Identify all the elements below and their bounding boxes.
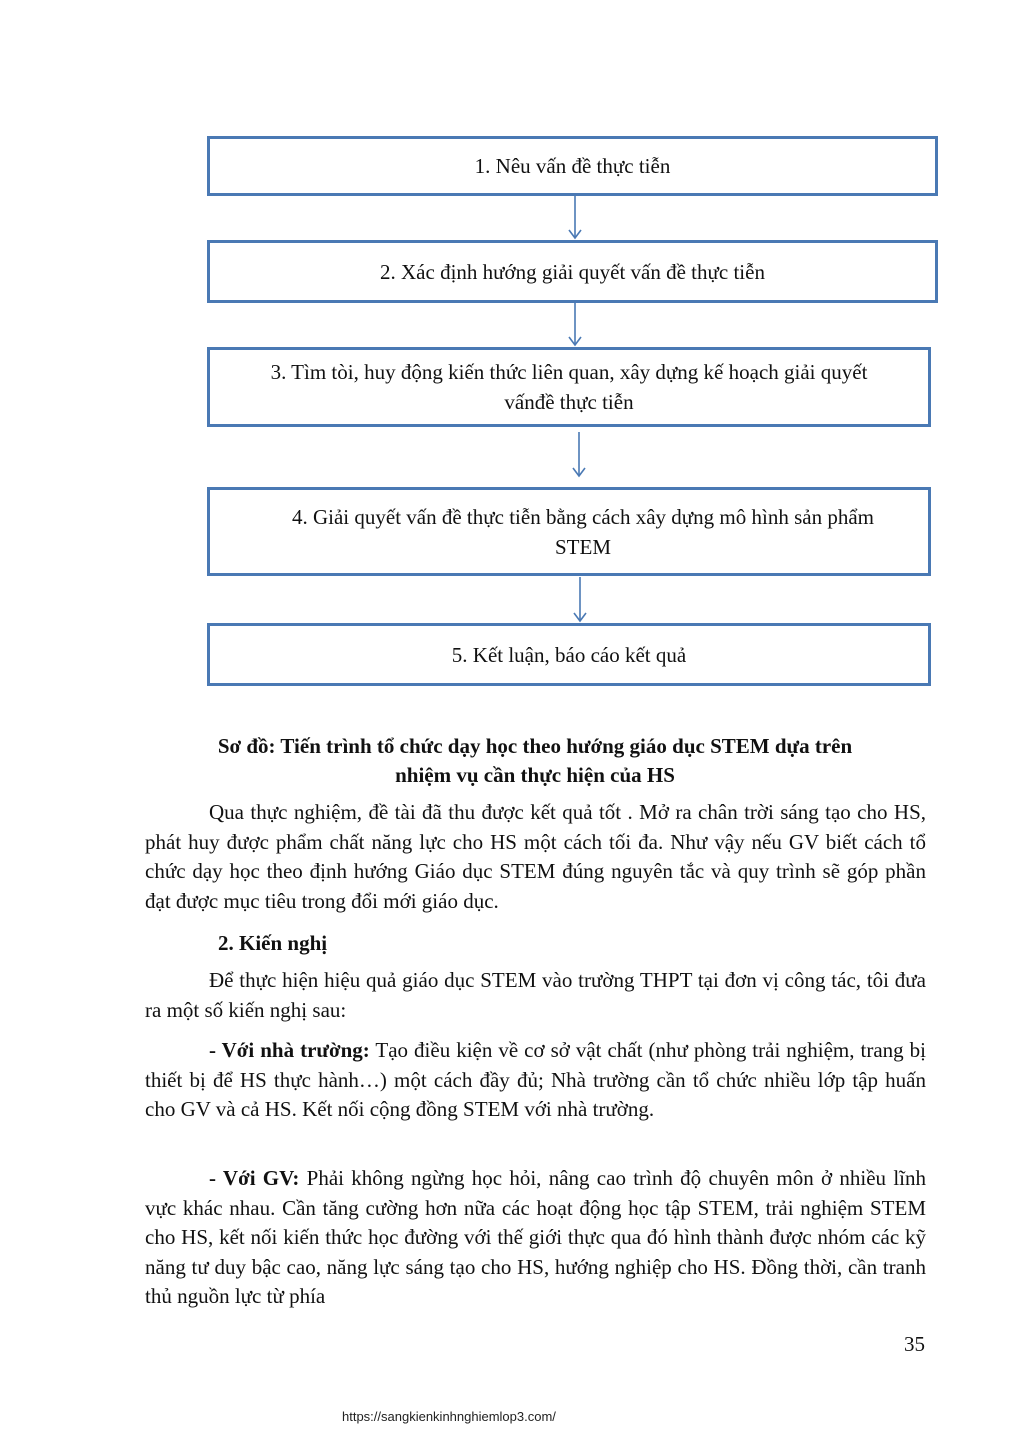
diagram-caption-line-1: Sơ đồ: Tiến trình tổ chức dạy học theo hướng giáo dục STEM dựa trên (217, 734, 853, 758)
flow-step-3-line-2: vấnđề thực tiễn (504, 390, 634, 414)
page-number: 35 (904, 1332, 925, 1356)
flow-step-5-text: 5. Kết luận, báo cáo kết quả (451, 642, 687, 667)
arrow-down-icon (568, 196, 582, 240)
conclusion-paragraph: Qua thực nghiệm, đề tài đã thu được kết quả tốt . Mở ra chân trời sáng tạo cho HS, phát huy được phẩm chất năng lực cho HS một cách tối đa. Như vậy nếu GV biết cách tổ chức dạy học theo định hướng Giáo dục STEM đúng nguyên tắc và quy trình sẽ góp phần đạt được mục tiêu trong đổi mới giáo dục. (145, 800, 926, 913)
flow-step-5 (207, 623, 931, 686)
flow-step-1 (207, 136, 938, 196)
teacher-text: Phải không ngừng học hỏi, nâng cao trình độ chuyên môn ở nhiều lĩnh vực khác nhau. Cần tăng cường hơn nữa các hoạt động học tập STEM, trải nghiệm STEM cho HS, kết nối kiến thức học đường với thế giới thực qua đó hình thành được nhóm các kỹ năng tư duy bậc cao, năng lực sáng tạo cho HS, hướng nghiệp cho HS. Đồng thời, cần tranh thủ nguồn lực từ phía (145, 1166, 926, 1308)
teacher-label: - Với GV: (209, 1166, 300, 1190)
school-recommendation (145, 1036, 926, 1125)
flow-step-1-text: 1. Nêu vấn đề thực tiễn (474, 154, 671, 178)
arrow-down-icon (573, 577, 587, 623)
diagram-caption (140, 732, 930, 790)
section-heading: 2. Kiến nghị (218, 931, 328, 955)
flow-step-3 (207, 347, 931, 427)
school-label: - Với nhà trường: (209, 1038, 370, 1062)
flow-step-2 (207, 240, 938, 303)
intro-paragraph: Để thực hiện hiệu quả giáo dục STEM vào trường THPT tại đơn vị công tác, tôi đưa ra một số kiến nghị sau: (145, 968, 926, 1022)
flow-step-4-line-2: STEM (554, 534, 611, 559)
flow-step-3-line-1: 3. Tìm tòi, huy động kiến thức liên quan, xây dựng kế hoạch giải quyết (270, 360, 868, 384)
flow-step-2-text: 2. Xác định hướng giải quyết vấn đề thực tiễn (380, 259, 765, 284)
flow-step-4-line-1: 4. Giải quyết vấn đề thực tiễn bằng cách xây dựng mô hình sản phẩm (291, 504, 875, 529)
footer-url: https://sangkienkinhnghiemlop3.com/ (342, 1409, 556, 1424)
school-text: Tạo điều kiện về cơ sở vật chất (như phòng trải nghiệm, trang bị thiết bị để HS thực hành…) một cách đầy đủ; Nhà trường cần tổ chức nhiều lớp tập huấn cho GV và cả HS. Kết nối cộng đồng STEM với nhà trường. (145, 1038, 926, 1121)
arrow-down-icon (568, 303, 582, 347)
diagram-caption-line-2: nhiệm vụ cần thực hiện của HS (395, 763, 675, 787)
arrow-down-icon (572, 432, 586, 478)
flow-step-4 (207, 487, 931, 576)
teacher-recommendation (145, 1164, 926, 1312)
